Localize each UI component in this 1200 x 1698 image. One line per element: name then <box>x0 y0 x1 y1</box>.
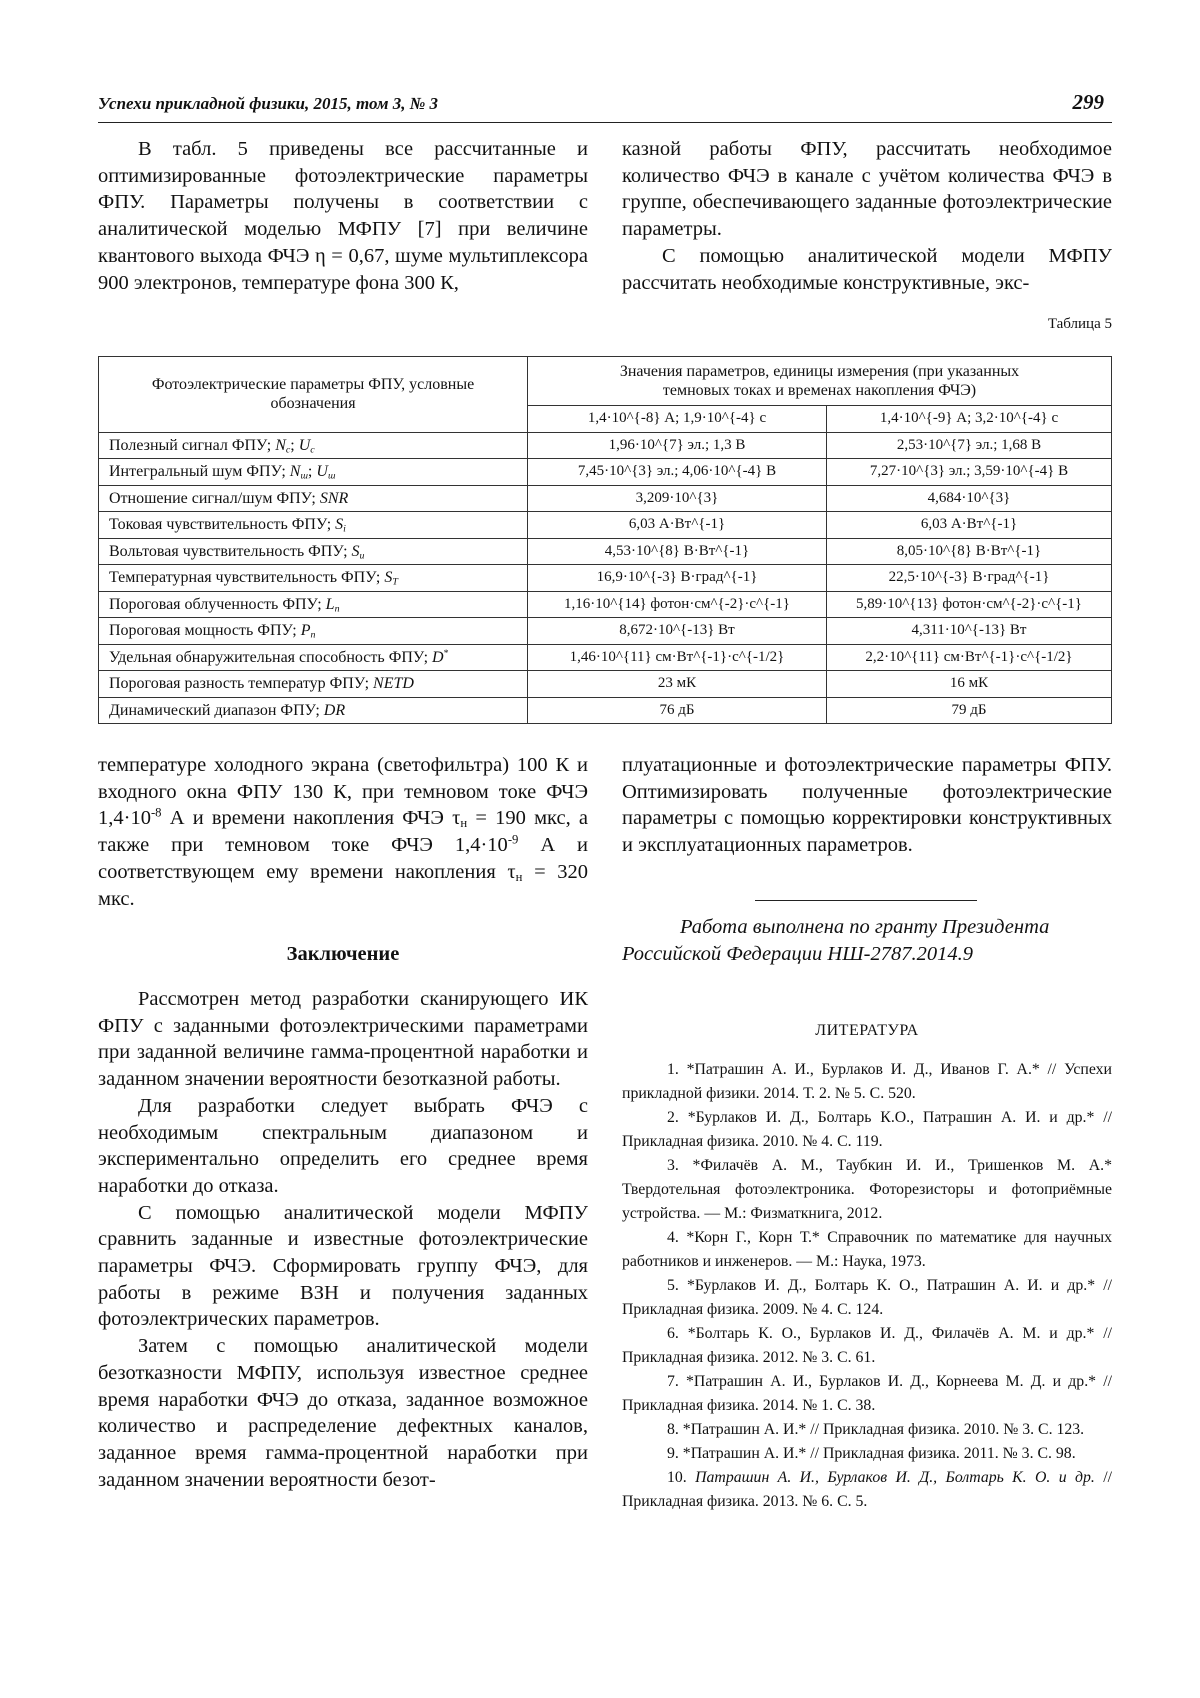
funding-note: Работа выполнена по гранту Президента Российской Федерации НШ-2787.2014.9 <box>622 916 1050 965</box>
intro-text-right <box>622 136 1112 296</box>
table-caption: Таблица 5 <box>1047 316 1112 332</box>
value-cell-2: 22,5·10^{-3} В·град^{-1} <box>827 565 1112 592</box>
references-list <box>622 1058 1112 1514</box>
results-text-right <box>622 752 1112 859</box>
table-row <box>99 538 1112 565</box>
value-cell-2: 7,27·10^{3} эл.; 3,59·10^{-4} В <box>827 459 1112 486</box>
reference-item: 3. *Филачёв А. М., Таубкин И. И., Тришенков М. А.* Твердотельная фотоэлектроника. Фоторезисторы и фотоприёмные устройства. — М.: Физматкнига, 2012. <box>622 1157 1112 1222</box>
results-text-left <box>98 752 588 912</box>
reference-item: 4. *Корн Г., Корн Т.* Справочник по математике для научных работников и инженеров. — М.: Наука, 1973. <box>622 1229 1112 1270</box>
paragraph: С помощью аналитической модели МФПУ рассчитать необходимые конструктивные, экс- <box>622 244 1112 294</box>
paragraph: Рассмотрен метод разработки сканирующего ИК ФПУ с заданными фотоэлектрическими параметрами при заданной величине гамма-процентной наработки и заданном значении вероятности безотказной работы. <box>98 988 588 1091</box>
divider <box>755 900 977 901</box>
reference-item: 5. *Бурлаков И. Д., Болтарь К. О., Патрашин А. И. и др.* // Прикладная физика. 2009. № 4. С. 124. <box>622 1277 1112 1318</box>
value-cell-1: 8,672·10^{-13} Вт <box>528 618 827 645</box>
value-cell-1: 1,96·10^{7} эл.; 1,3 В <box>528 432 827 459</box>
value-cell-1: 1,46·10^{11} см·Вт^{-1}·с^{-1/2} <box>528 644 827 671</box>
reference-item: 2. *Бурлаков И. Д., Болтарь К.О., Патрашин А. И. и др.* // Прикладная физика. 2010. № 4. С. 119. <box>622 1109 1112 1150</box>
table-row <box>99 671 1112 698</box>
value-cell-1: 7,45·10^{3} эл.; 4,06·10^{-4} В <box>528 459 827 486</box>
param-cell: Пороговая мощность ФПУ; $P_n$ <box>99 618 528 645</box>
reference-item: 10. Патрашин А. И., Бурлаков И. Д., Болтарь К. О. и др. // Прикладная физика. 2013. № 6. С. 5. <box>622 1469 1112 1510</box>
parameters-table <box>98 356 1112 724</box>
param-cell: Пороговая разность температур ФПУ; NETD <box>99 671 528 698</box>
value-cell-2: 6,03 А·Вт^{-1} <box>827 512 1112 539</box>
table-row <box>99 591 1112 618</box>
value-cell-2: 2,53·10^{7} эл.; 1,68 В <box>827 432 1112 459</box>
table-row <box>99 697 1112 724</box>
reference-item: 6. *Болтарь К. О., Бурлаков И. Д., Филачёв А. М. и др.* // Прикладная физика. 2012. № 3. С. 61. <box>622 1325 1112 1366</box>
param-cell: Интегральный шум ФПУ; $N_ш$; $U_ш$ <box>99 459 528 486</box>
param-cell: Температурная чувствительность ФПУ; $S_T$ <box>99 565 528 592</box>
value-cell-2: 79 дБ <box>827 697 1112 724</box>
param-cell: Пороговая облученность ФПУ; $L_n$ <box>99 591 528 618</box>
value-cell-1: 1,16·10^{14} фотон·см^{-2}·с^{-1} <box>528 591 827 618</box>
running-header <box>98 92 1112 123</box>
table-row <box>99 432 1112 459</box>
conclusion-heading: Заключение <box>286 943 400 965</box>
page-number: 299 <box>1072 90 1104 114</box>
param-cell: Токовая чувствительность ФПУ; $S_i$ <box>99 512 528 539</box>
header-values: Значения параметров, единицы измерения (при указанных темновых токах и временах накопления ФЧЭ) <box>528 357 1112 406</box>
value-cell-1: 76 дБ <box>528 697 827 724</box>
value-cell-2: 4,311·10^{-13} Вт <box>827 618 1112 645</box>
param-cell: Удельная обнаружительная способность ФПУ; D* <box>99 644 528 671</box>
value-cell-2: 5,89·10^{13} фотон·см^{-2}·с^{-1} <box>827 591 1112 618</box>
paragraph: С помощью аналитической модели МФПУ сравнить заданные и известные фотоэлектрические параметры ФЧЭ. Сформировать группу ФЧЭ, для работы в режиме ВЗН и получения заданных фотоэлектрических параметров. <box>98 1201 588 1331</box>
condition-2: 1,4·10^{-9} А; 3,2·10^{-4} с <box>827 406 1112 433</box>
value-cell-2: 8,05·10^{8} В·Вт^{-1} <box>827 538 1112 565</box>
value-cell-2: 2,2·10^{11} см·Вт^{-1}·с^{-1/2} <box>827 644 1112 671</box>
paragraph: Затем с помощью аналитической модели безотказности МФПУ, используя известное среднее время наработки ФЧЭ до отказа, заданное возможное количество и распределение дефектных каналов, заданное время гамма-процентной наработки при заданном значении вероятности безот- <box>98 1335 588 1491</box>
reference-item: 9. *Патрашин А. И.* // Прикладная физика. 2011. № 3. С. 98. <box>667 1445 1076 1462</box>
param-cell: Отношение сигнал/шум ФПУ; SNR <box>99 485 528 512</box>
table-row <box>99 485 1112 512</box>
paragraph: казной работы ФПУ, рассчитать необходимое количество ФЧЭ в канале с учётом количества ФЧЭ в группе, обеспечивающего заданные фотоэлектрические параметры. <box>622 138 1112 241</box>
value-cell-1: 4,53·10^{8} В·Вт^{-1} <box>528 538 827 565</box>
value-cell-2: 16 мК <box>827 671 1112 698</box>
conclusion-text <box>98 986 588 1493</box>
value-cell-1: 23 мК <box>528 671 827 698</box>
table-row <box>99 644 1112 671</box>
paragraph: температуре холодного экрана (светофильтра) 100 К и входного окна ФПУ 130 К, при темновом токе ФЧЭ $1,4\cdot 10^{-8}$ А и времени накопления ФЧЭ $\tau_н = 190$ мкс, а также при темновом токе ФЧЭ $1,4\cdot 10^{-9}$ А и соответствующем ему времени накопления $\tau_н = 320$ мкс. <box>98 754 588 910</box>
paragraph: В табл. 5 приведены все рассчитанные и оптимизированные фотоэлектрические параметры ФПУ. Параметры получены в соответствии с аналитической моделью МФПУ [7] при величине квантового выхода ФЧЭ η = 0,67, шуме мультиплексора 900 электронов, температуре фона 300 К, <box>98 138 588 294</box>
references-heading: ЛИТЕРАТУРА <box>815 1022 919 1039</box>
paragraph: плуатационные и фотоэлектрические параметры ФПУ. Оптимизировать полученные фотоэлектрические параметры с помощью корректировки конструктивных и эксплуатационных параметров. <box>622 754 1112 857</box>
value-cell-2: 4,684·10^{3} <box>827 485 1112 512</box>
header-param: Фотоэлектрические параметры ФПУ, условные обозначения <box>99 357 528 433</box>
value-cell-1: 16,9·10^{-3} В·град^{-1} <box>528 565 827 592</box>
table-row <box>99 565 1112 592</box>
paragraph: Для разработки следует выбрать ФЧЭ с необходимым спектральным диапазоном и экспериментально определить его среднее время наработки до отказа. <box>98 1094 588 1197</box>
param-cell: Вольтовая чувствительность ФПУ; $S_u$ <box>99 538 528 565</box>
reference-item: 1. *Патрашин А. И., Бурлаков И. Д., Иванов Г. А.* // Успехи прикладной физики. 2014. Т. 2. № 5. С. 520. <box>622 1061 1112 1102</box>
value-cell-1: 3,209·10^{3} <box>528 485 827 512</box>
intro-text-left <box>98 136 588 296</box>
journal-title: Успехи прикладной физики, 2015, том 3, № 3 <box>98 94 439 113</box>
table-row <box>99 459 1112 486</box>
condition-1: 1,4·10^{-8} А; 1,9·10^{-4} с <box>528 406 827 433</box>
reference-item: 7. *Патрашин А. И., Бурлаков И. Д., Корнеева М. Д. и др.* // Прикладная физика. 2014. № 1. С. 38. <box>622 1373 1112 1414</box>
table-row <box>99 512 1112 539</box>
reference-item: 8. *Патрашин А. И.* // Прикладная физика. 2010. № 3. С. 123. <box>667 1421 1085 1438</box>
param-cell: Полезный сигнал ФПУ; $N_c$; $U_c$ <box>99 432 528 459</box>
param-cell: Динамический диапазон ФПУ; DR <box>99 697 528 724</box>
table-row <box>99 618 1112 645</box>
value-cell-1: 6,03 А·Вт^{-1} <box>528 512 827 539</box>
